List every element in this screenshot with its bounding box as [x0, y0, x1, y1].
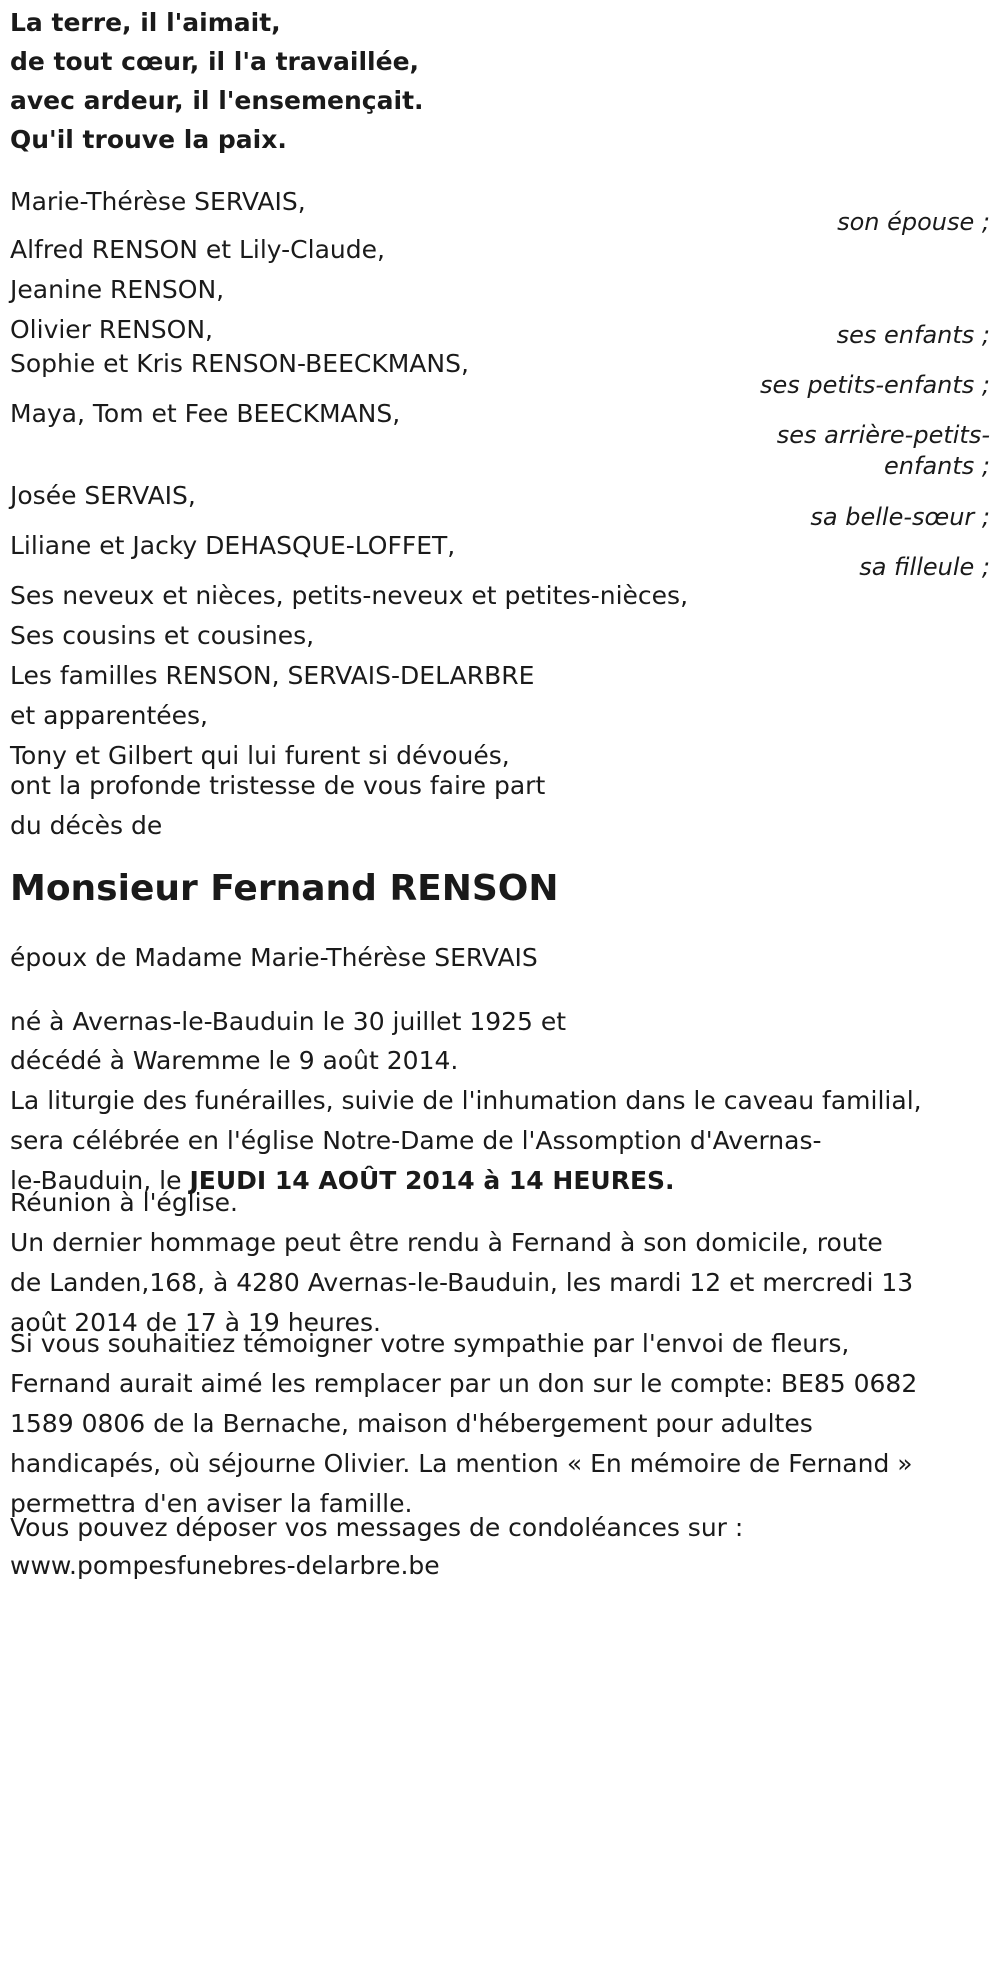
deceased-name: Monsieur Fernand RENSON [10, 868, 559, 909]
gathering-info: Réunion à l'église. [10, 1188, 238, 1217]
donation-line: handicapés, où séjourne Olivier. La mention « En mémoire de Fernand » [10, 1449, 913, 1478]
birth-info: né à Avernas-le-Bauduin le 30 juillet 1925 et [10, 1007, 567, 1036]
donation-line: Si vous souhaitiez témoigner votre sympathie par l'envoi de fleurs, [10, 1329, 850, 1358]
child-name: Jeanine RENSON, [10, 275, 225, 304]
announcement-line-1: ont la profonde tristesse de vous faire part [10, 771, 546, 800]
donation-line: permettra d'en aviser la famille. [10, 1489, 413, 1518]
child-name: Olivier RENSON, [10, 315, 213, 344]
sister-in-law-relation: sa belle-sœur ; [810, 503, 990, 531]
spouse-name: Marie-Thérèse SERVAIS, [10, 187, 306, 216]
relatives-line: Tony et Gilbert qui lui furent si dévoués, [10, 741, 510, 770]
spouse-of: époux de Madame Marie-Thérèse SERVAIS [10, 943, 538, 972]
great-grandchildren-relation-1: ses arrière-petits- [776, 421, 990, 449]
grandchildren-relation: ses petits-enfants ; [759, 371, 990, 399]
donation-details [10, 1324, 917, 1524]
announcement-line-2: du décès de [10, 811, 163, 840]
great-grandchildren-relation-2: enfants ; [884, 452, 990, 480]
funeral-date-time: JEUDI 14 AOÛT 2014 à 14 HEURES. [189, 1166, 675, 1195]
poem-line-1: La terre, il l'aimait, [10, 8, 281, 37]
other-relatives [10, 576, 688, 776]
funeral-line: La liturgie des funérailles, suivie de l'inhumation dans le caveau familial, [10, 1086, 922, 1115]
relatives-line: Ses cousins et cousines, [10, 621, 315, 650]
children-list [10, 230, 385, 350]
poem-line-2: de tout cœur, il l'a travaillée, [10, 47, 420, 76]
donation-line: 1589 0806 de la Bernache, maison d'hébergement pour adultes [10, 1409, 813, 1438]
poem-line-4: Qu'il trouve la paix. [10, 125, 287, 154]
condolences-url[interactable]: www.pompesfunebres-delarbre.be [10, 1551, 440, 1580]
great-grandchildren-names: Maya, Tom et Fee BEECKMANS, [10, 399, 401, 428]
death-info: décédé à Waremme le 9 août 2014. [10, 1046, 459, 1075]
relatives-line: Ses neveux et nièces, petits-neveux et petites-nièces, [10, 581, 689, 610]
sister-in-law-name: Josée SERVAIS, [10, 481, 196, 510]
goddaughter-relation: sa filleule ; [859, 553, 990, 581]
poem-line-3: avec ardeur, il l'ensemençait. [10, 86, 424, 115]
relatives-line: et apparentées, [10, 701, 208, 730]
tribute-line: août 2014 de 17 à 19 heures. [10, 1308, 381, 1337]
tribute-line: Un dernier hommage peut être rendu à Fernand à son domicile, route [10, 1228, 883, 1257]
funeral-line: sera célébrée en l'église Notre-Dame de l'Assomption d'Avernas- [10, 1126, 822, 1155]
spouse-relation: son épouse ; [837, 208, 990, 236]
condolences-text: Vous pouvez déposer vos messages de condoléances sur : [10, 1513, 744, 1542]
tribute-line: de Landen,168, à 4280 Avernas-le-Bauduin, les mardi 12 et mercredi 13 [10, 1268, 914, 1297]
grandchildren-names: Sophie et Kris RENSON-BEECKMANS, [10, 349, 469, 378]
donation-line: Fernand aurait aimé les remplacer par un don sur le compte: BE85 0682 [10, 1369, 918, 1398]
funeral-line-prefix: le-Bauduin, le [10, 1166, 190, 1195]
goddaughter-names: Liliane et Jacky DEHASQUE-LOFFET, [10, 531, 456, 560]
relatives-line: Les familles RENSON, SERVAIS-DELARBRE [10, 661, 535, 690]
children-relation: ses enfants ; [836, 321, 990, 349]
child-name: Alfred RENSON et Lily-Claude, [10, 235, 385, 264]
